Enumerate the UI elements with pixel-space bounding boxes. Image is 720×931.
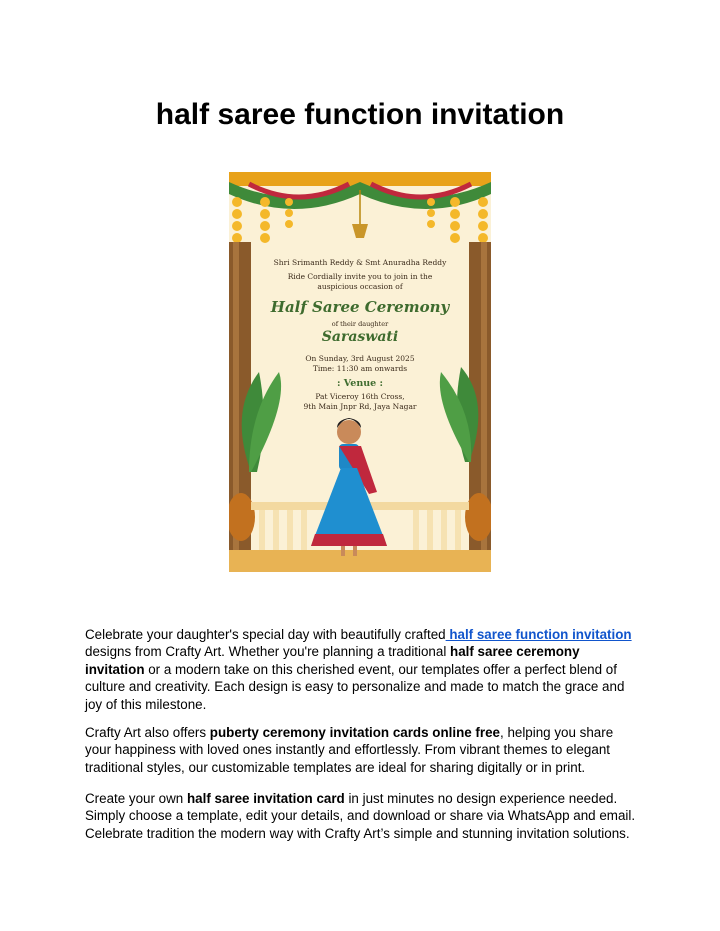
paragraph-1 [85, 626, 640, 713]
p1-text-end: or a modern take on this cherished event, our templates offer a perfect blend of culture and creativity. Each design is easy to personalize and made to match the grace and joy of this milestone. [85, 661, 625, 712]
p3-bold: half saree invitation card [186, 791, 345, 806]
card-name: Saraswati [321, 329, 399, 345]
p2-bold: puberty ceremony invitation cards online free [209, 725, 500, 740]
p1-text-mid: designs from Crafty Art. Whether you're planning a traditional [85, 644, 451, 660]
card-event-title: Half Saree Ceremony [270, 298, 450, 316]
card-of-their: of their daughter [331, 320, 389, 328]
p1-text-start: Celebrate your daughter's special day with beautifully crafted [85, 627, 446, 642]
card-time: Time: 11:30 am onwards [312, 364, 408, 373]
card-date: On Sunday, 3rd August 2025 [305, 354, 415, 363]
card-invite-line2: auspicious occasion of [317, 282, 403, 291]
p2-text-end: , helping you share your happiness with loved ones instantly and effortlessly. From vibrant themes to elegant traditional styles, our customizable templates are ideal for sharing digitally or in print. [85, 725, 614, 775]
half-saree-function-invitation-link[interactable]: half saree function invitation [445, 627, 632, 642]
card-venue-line2: 9th Main Jnpr Rd, Jaya Nagar [303, 402, 417, 411]
p3-text-start: Create your own [85, 791, 187, 806]
paragraph-2 [85, 724, 640, 776]
invitation-card-image [229, 172, 491, 572]
card-venue-label: : Venue : [336, 378, 384, 389]
card-invite-line1: Ride Cordially invite you to join in the [287, 272, 433, 281]
p2-text-start: Crafty Art also offers [85, 725, 210, 740]
paragraph-3 [85, 790, 640, 842]
page-title: half saree function invitation [155, 98, 565, 131]
p1-bold: half saree ceremony invitation [85, 644, 580, 677]
card-hosts: Shri Srimanth Reddy & Smt Anuradha Reddy [273, 258, 447, 267]
p3-text-end: in just minutes no design experience needed. Simply choose a template, edit your details, and download or share via WhatsApp and email. Celebrate tradition the modern way with Crafty Art’s simple and stunning invitation solutions. [85, 791, 636, 841]
floor [229, 550, 491, 572]
card-venue-line1: Pat Viceroy 16th Cross, [315, 392, 405, 401]
girl-head [337, 420, 361, 444]
